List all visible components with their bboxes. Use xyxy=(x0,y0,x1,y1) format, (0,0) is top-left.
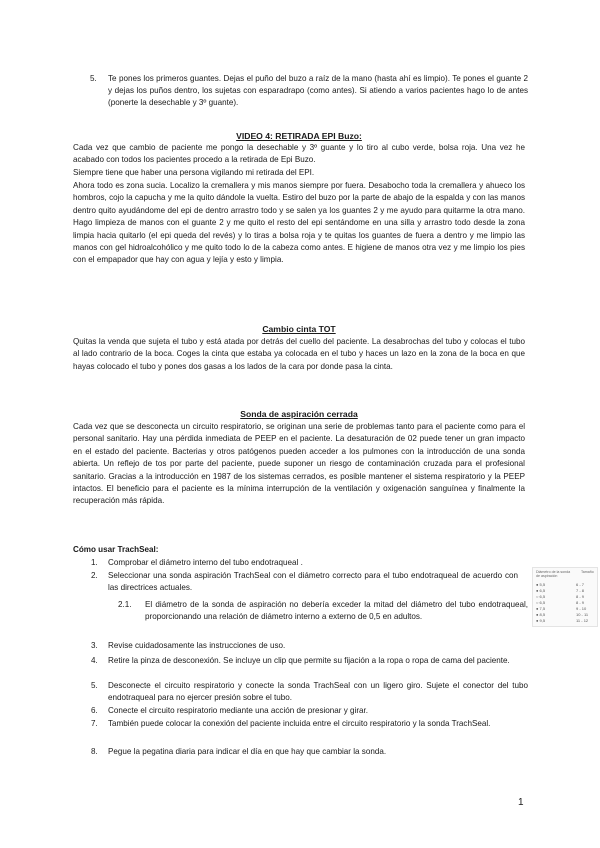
thumbnail-cell: 8 - 9 xyxy=(576,600,585,605)
thumbnail-column-header: Tamaño xyxy=(581,570,594,574)
section-title-sonda: Sonda de aspiración cerrada xyxy=(240,409,358,419)
thumbnail-row xyxy=(536,612,594,617)
list-item: Comprobar el diámetro interno del tubo endotraqueal . xyxy=(108,558,303,567)
list-item: Retire la pinza de desconexión. Se incluye un clip que permite su fijación a la ropa o ropa de cama del paciente. xyxy=(108,656,510,665)
size-table-thumbnail xyxy=(532,567,598,627)
thumbnail-row xyxy=(536,588,594,593)
list-item: Revise cuidadosamente las instrucciones de uso. xyxy=(108,641,286,650)
thumbnail-cell: ● 8,5 xyxy=(536,612,546,617)
section-subheading: Cómo usar TrachSeal: xyxy=(73,545,159,554)
thumbnail-cell: ○ 6,5 xyxy=(536,594,546,599)
thumbnail-cell: 9 - 10 xyxy=(576,606,587,611)
thumbnail-cell: 6 - 7 xyxy=(576,582,585,587)
thumbnail-cell: 7 - 8 xyxy=(576,588,585,593)
thumbnail-cell: ● 9,5 xyxy=(536,618,546,623)
list-item-number: 3. xyxy=(91,641,98,650)
section-title-tot: Cambio cinta TOT xyxy=(262,324,336,334)
list-item-number: 6. xyxy=(91,706,98,715)
thumbnail-cell: ○ 6,5 xyxy=(536,600,546,605)
list-item: Desconecte el circuito respiratorio y conecte la sonda TrachSeal con un ligero giro. Sujete el conector del tubo endotraqueal para no ejercer presión sobre el tubo. xyxy=(108,681,528,702)
list-item-number: 2.1. xyxy=(118,600,132,609)
paragraph: Cada vez que se desconecta un circuito respiratorio, se originan una serie de problemas tanto para el paciente como para el personal sanitario. Hay una pérdida inmediata de PEEP en el paciente. La desaturación de 02 puede tener un gran impacto en el estado del paciente. Bacterias y otros patógenos pueden acceder a los pulmones con la introducción de una sonda abierta. Un reflejo de tos por parte del paciente, puede suponer un riesgo de contaminación cruzada para el profesional sanitario. Gracias a la introducción en 1987 de los sistemas cerrados, es posible mantener el sistema respiratorio y la PEEP intactos. El beneficio para el paciente es la mínima interrupción de la ventilación y oxigenación sanguínea y finalmente la recuperación más rápida. xyxy=(73,422,525,506)
list-item-number: 2. xyxy=(91,571,98,580)
thumbnail-cell: ● 6,5 xyxy=(536,588,546,593)
thumbnail-cell: ● 5,5 xyxy=(536,582,546,587)
thumbnail-row xyxy=(536,618,594,623)
thumbnail-row xyxy=(536,582,594,587)
paragraph: Cada vez que cambio de paciente me pongo la desechable y 3º guante y lo tiro al cubo verde, bolsa roja. Una vez he acabado con todos los pacientes procedo a la retirada de Epi Buzo. xyxy=(73,143,525,165)
list-item-number: 8. xyxy=(91,747,98,756)
thumbnail-row xyxy=(536,600,594,605)
list-item-number: 5. xyxy=(91,681,98,690)
list-item: El diámetro de la sonda de aspiración no debería exceder la mitad del diámetro del tubo endotraqueal, proporcionando una relación de diámetro interno a externo de 0,5 en adultos. xyxy=(145,600,528,621)
thumbnail-row xyxy=(536,594,594,599)
list-item: Seleccionar una sonda aspiración TrachSeal con el diámetro correcto para el tubo endotraqueal de acuerdo con las directrices actuales. xyxy=(108,571,518,592)
list-item: Conecte el circuito respiratorio mediante una acción de presionar y girar. xyxy=(108,706,369,715)
list-item-number: 5. xyxy=(90,74,97,83)
page-number: 1 xyxy=(518,797,524,808)
section-title-video4: VIDEO 4: RETIRADA EPI Buzo: xyxy=(236,131,362,141)
thumbnail-cell: 11 - 12 xyxy=(576,618,589,623)
list-item-number: 4. xyxy=(91,656,98,665)
thumbnail-cell: 8 - 9 xyxy=(576,594,585,599)
list-item: Te pones los primeros guantes. Dejas el puño del buzo a raíz de la mano (hasta ahí es limpio). Te pones el guante 2 y dejas los puños dentro, los sujetas con esparadrapo (como antes). Si atiendo a varios pacientes hago lo de antes (ponerte la desechable y 3º guante). xyxy=(108,74,528,107)
paragraph: Quitas la venda que sujeta el tubo y está atada por detrás del cuello del paciente. La desabrochas del tubo y colocas el tubo al lado contrario de la boca. Coges la cinta que estaba ya colocada en el tubo y haces un lazo en la zona de la boca en que hayas colocado el tubo y pones dos gasas a los lados de la cara por donde pasa la cinta. xyxy=(73,337,525,371)
list-item-number: 1. xyxy=(91,558,98,567)
thumbnail-cell: 10 - 11 xyxy=(576,612,589,617)
thumbnail-cell: ● 7,5 xyxy=(536,606,546,611)
list-item: Pegue la pegatina diaria para indicar el día en que hay que cambiar la sonda. xyxy=(108,747,387,756)
paragraph: Ahora todo es zona sucia. Localizo la cremallera y mis manos siempre por fuera. Desabocho toda la cremallera y ahueco los hombros, cojo la capucha y me la quito dándole la vuelta. Estiro del buzo por la parte de abajo de la espalda y con las manos dentro quito ayudándome del epi de dentro arrastro todo y se salen ya los guantes 2 y me ayudo para quitarme la otra mano. Hago limpieza de manos con el guante 2 y me quito el resto del epi sentándome en una silla y arrastro todo desde la zona limpia hacia quitarlo (el epi queda del revés) y lo tiras a bolsa roja y te quitas los guantes de fuera a dentro y me limpio las manos con gel hidroalcohólico y me quito todo lo de la cabeza como antes. E higiene de manos otra vez y me limpio los pies con el empapador que hay con agua y lejía y esto y limpia. xyxy=(73,181,525,265)
paragraph: Siempre tiene que haber una persona vigilando mi retirada del EPI. xyxy=(73,168,315,177)
list-item-number: 7. xyxy=(91,719,98,728)
thumbnail-caption: Diámetro de la sonda de aspiración xyxy=(536,570,571,578)
list-item: También puede colocar la conexión del paciente incluida entre el circuito respiratorio y la sonda TrachSeal. xyxy=(108,719,491,728)
thumbnail-row xyxy=(536,606,594,611)
